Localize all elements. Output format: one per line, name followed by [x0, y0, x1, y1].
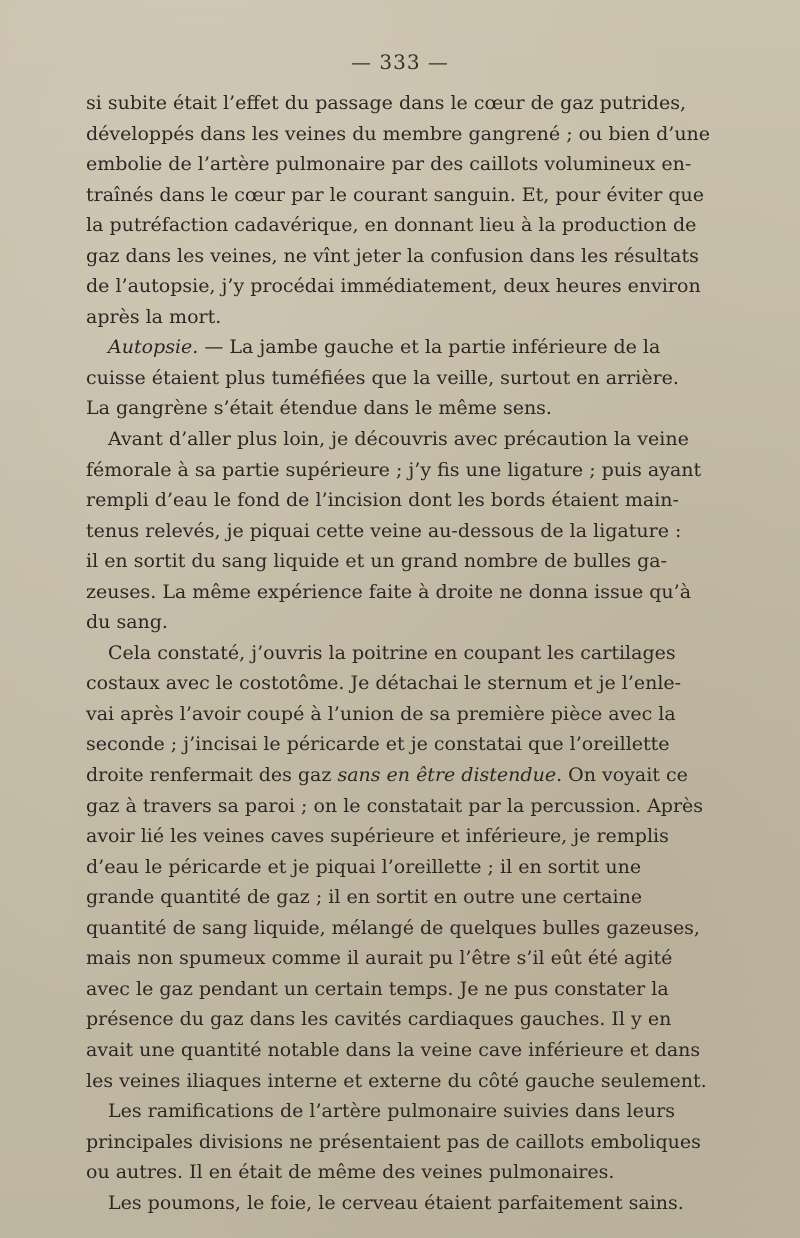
paragraph-5 — [86, 1096, 701, 1188]
text-line: zeuses. La même expérience faite à droite ne donna issue qu’à — [86, 580, 692, 603]
text-line: Avant d’aller plus loin, je découvris avec précaution la veine — [108, 428, 689, 451]
text-run: droite renfermait des gaz — [86, 764, 338, 787]
text-line: il en sortit du sang liquide et un grand nombre de bulles ga- — [86, 550, 668, 573]
text-line: vai après l’avoir coupé à l’union de sa première pièce avec la — [86, 702, 676, 725]
text-line: Les poumons, le foie, le cerveau étaient parfaitement sains. — [108, 1191, 684, 1214]
text-line: quantité de sang liquide, mélangé de quelques bulles gazeuses, — [86, 916, 700, 939]
text-line: grande quantité de gaz ; il en sortit en outre une certaine — [86, 886, 643, 909]
text-line: rempli d’eau le fond de l’incision dont les bords étaient main- — [86, 489, 679, 512]
paragraph-3 — [86, 424, 702, 638]
text-line: La gangrène s’était étendue dans le même sens. — [86, 397, 552, 420]
page-number: — 333 — — [351, 50, 449, 74]
text-line: seconde ; j’incisai le péricarde et je constatai que l’oreillette — [86, 733, 670, 756]
paragraph-4 — [86, 638, 707, 1096]
text-line: présence du gaz dans les cavités cardiaques gauches. Il y en — [86, 1008, 672, 1031]
text-line: ou autres. Il en était de même des veines pulmonaires. — [86, 1161, 615, 1184]
section-heading-autopsie: Autopsie. — [108, 336, 199, 359]
text-line: tenus relevés, je piquai cette veine au-dessous de la ligature : — [86, 519, 682, 542]
text-line: Les ramifications de l’artère pulmonaire suivies dans leurs — [108, 1100, 675, 1123]
text-line: avec le gaz pendant un certain temps. Je ne pus constater la — [86, 977, 669, 1000]
text-run: . On voyait ce — [556, 764, 688, 787]
text-line: avoir lié les veines caves supérieure et inférieure, je remplis — [86, 825, 669, 848]
text-line: si subite était l’effet du passage dans le cœur de gaz putrides, — [86, 92, 686, 114]
text-line: avait une quantité notable dans la veine cave inférieure et dans — [86, 1038, 701, 1061]
text-line: embolie de l’artère pulmonaire par des caillots volumineux en- — [86, 153, 692, 176]
text-line: d’eau le péricarde et je piquai l’oreillette ; il en sortit une — [86, 855, 642, 878]
text-run: — La jambe gauche et la partie inférieure de la — [198, 336, 661, 359]
paragraph-6 — [86, 1188, 684, 1219]
text-line: du sang. — [86, 611, 168, 634]
text-line: costaux avec le costotôme. Je détachai le sternum et je l’enle- — [86, 672, 682, 695]
text-line: gaz à travers sa paroi ; on le constatait par la percussion. Après — [86, 794, 704, 817]
text-line: fémorale à sa partie supérieure ; j’y fis une ligature ; puis ayant — [86, 458, 702, 481]
italic-phrase: sans en être distendue — [337, 764, 557, 787]
text-line: la putréfaction cadavérique, en donnant lieu à la production de — [86, 214, 697, 237]
text-line: Cela constaté, j’ouvris la poitrine en coupant les cartilages — [108, 641, 676, 664]
text-line: les veines iliaques interne et externe du côté gauche seulement. — [86, 1069, 707, 1092]
paragraph-2 — [86, 332, 679, 424]
text-line: de l’autopsie, j’y procédai immédiatement, deux heures environ — [86, 275, 701, 298]
paragraph-1 — [86, 88, 711, 332]
text-line: développés dans les veines du membre gangrené ; ou bien d’une — [86, 122, 711, 145]
body-text — [86, 88, 711, 1218]
text-line: après la mort. — [86, 305, 222, 328]
text-line: mais non spumeux comme il aurait pu l’être s’il eût été agité — [86, 947, 673, 970]
text-line: gaz dans les veines, ne vînt jeter la confusion dans les résultats — [86, 244, 699, 267]
text-line — [86, 332, 661, 363]
text-line — [86, 760, 688, 791]
text-line: cuisse étaient plus tuméfiées que la veille, surtout en arrière. — [86, 366, 679, 389]
text-line: principales divisions ne présentaient pas de caillots emboliques — [86, 1130, 701, 1153]
text-line: traînés dans le cœur par le courant sanguin. Et, pour éviter que — [86, 183, 705, 206]
